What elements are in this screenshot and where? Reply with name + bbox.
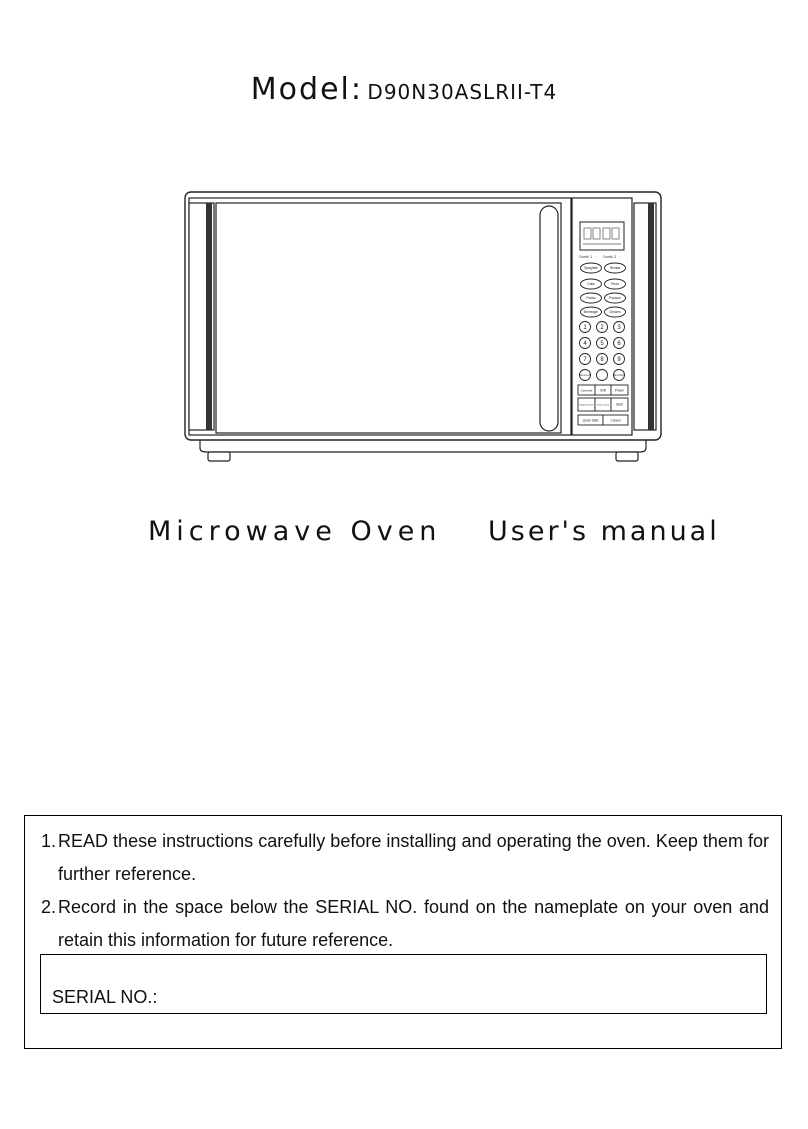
- serial-number-label: SERIAL NO.:: [52, 987, 158, 1007]
- document-title: User's manual: [488, 516, 720, 547]
- key-3: 3: [617, 325, 621, 331]
- menu-right-label: Menu Right: [612, 374, 626, 377]
- panel-right-trim-shade: [648, 203, 654, 430]
- grill-label: Grill: [600, 388, 606, 393]
- beverage-label: Beverage: [584, 310, 598, 315]
- notice-item-2: [41, 891, 769, 957]
- door-handle: [540, 206, 558, 431]
- key-8: 8: [600, 357, 604, 363]
- serial-number-box[interactable]: [40, 954, 767, 1014]
- key-9: 9: [617, 357, 621, 363]
- cake-label: Cake: [587, 282, 595, 287]
- notice-item-1-text: READ these instructions carefully before installing and operating the oven. Keep them for further reference.: [58, 831, 769, 884]
- model-number: D90N30ASLRII-T4: [367, 80, 558, 104]
- notice-item-2-text: Record in the space below the SERIAL NO. found on the nameplate on your oven and retain this information for future reference.: [58, 897, 769, 950]
- casserole-label: Casserole: [580, 389, 593, 393]
- menu-left-label: Menu Left: [579, 374, 591, 377]
- popcorn-label: Popcorn: [609, 296, 621, 301]
- start-label: Start: [616, 402, 623, 407]
- quick-start-label: Quick Start: [582, 418, 599, 423]
- door-window: [216, 203, 561, 433]
- key-6: 6: [617, 341, 621, 347]
- notice-item-1: [41, 825, 769, 891]
- model-heading: [0, 72, 808, 107]
- display-left-label: Combi. 1: [579, 255, 593, 259]
- potato-label: Potato: [586, 296, 596, 301]
- oven-display: [580, 222, 624, 250]
- notice-item-2-number: 2.: [41, 897, 57, 917]
- cancel-label: Cancel: [610, 418, 621, 423]
- display-right-label: Combi. 2: [603, 255, 617, 259]
- product-title: Microwave Oven: [148, 516, 442, 547]
- weight-defrost-label: Weight Defrost: [579, 404, 594, 407]
- oven-foot-left: [208, 452, 230, 461]
- key-4: 4: [583, 341, 587, 347]
- spaghetti-label: Spaghetti: [584, 266, 598, 271]
- pizza-label: Pizza: [611, 282, 619, 287]
- power-label: Power: [614, 388, 625, 393]
- microwave-oven-illustration: [180, 186, 666, 466]
- key-7: 7: [583, 357, 587, 363]
- notice-box: [24, 815, 782, 1049]
- key-2: 2: [600, 325, 604, 331]
- model-label: Model:: [250, 72, 363, 107]
- timer-clock-label: Timer/ Clock: [596, 404, 610, 407]
- key-1: 1: [583, 325, 587, 331]
- oven-base: [200, 440, 646, 452]
- key-5: 5: [600, 341, 604, 347]
- oven-foot-right: [616, 452, 638, 461]
- chicken-label: Chicken: [609, 310, 621, 315]
- notice-item-1-number: 1.: [41, 831, 57, 851]
- door-left-trim-shade: [206, 203, 212, 430]
- reheat-label: Reheat: [609, 266, 621, 271]
